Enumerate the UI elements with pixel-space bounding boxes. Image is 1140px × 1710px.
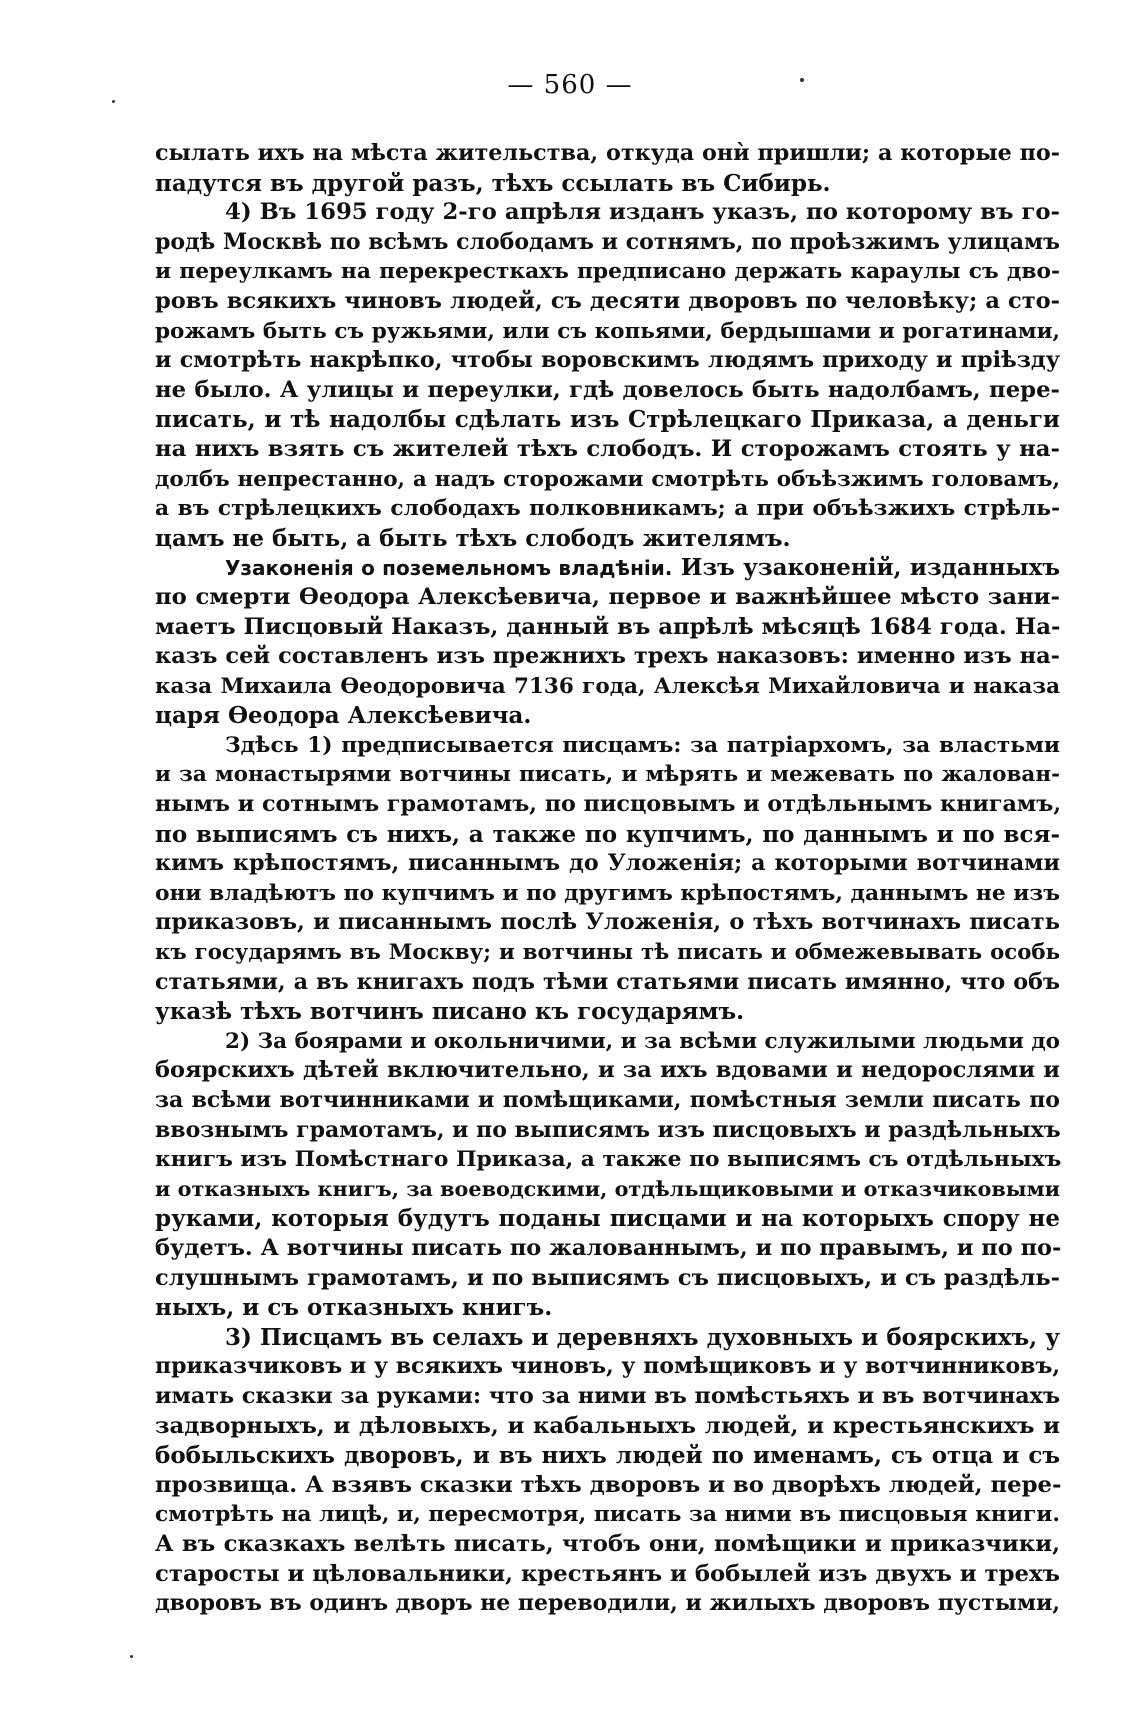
text-line: нымъ и сотнымъ грамотамъ, по писцовымъ и отдѣльнымъ книгамъ,	[155, 791, 1062, 818]
text-line: сылать ихъ на мѣста жительства, откуда онѝ пришли; а которые по-	[155, 140, 1060, 166]
text-line: и за монастырями вотчины писать, и мѣрять и межевать по жалован-	[155, 762, 1060, 788]
text-line: прозвища. А взявъ сказки тѣхъ дворовъ и во дворѣхъ людей, пере-	[155, 1471, 1062, 1498]
text-line: ныхъ, и съ отказныхъ книгъ.	[155, 1294, 553, 1322]
text-line: А въ сказкахъ велѣть писать, чтобъ они, помѣщики и приказчики,	[155, 1530, 1060, 1557]
section-heading: Узаконенія о поземельномъ владѣніи.	[225, 556, 673, 581]
text-line: боярскихъ дѣтей включительно, и за ихъ вдовами и недорослями и	[155, 1057, 1060, 1084]
text-line: за всѣми вотчинниками и помѣщиками, помѣстныя земли писать по	[155, 1087, 1060, 1113]
text-line: будетъ. А вотчины писать по жалованнымъ, и по правымъ, и по по-	[155, 1234, 1062, 1261]
text-line: смотрѣть на лицѣ, и, пересмотря, писать за ними въ писцовыя книги.	[155, 1502, 1060, 1528]
print-speck	[130, 1655, 133, 1658]
print-speck	[800, 78, 804, 82]
text-line: царя Ѳеодора Алексѣевича.	[155, 702, 532, 730]
text-line: цамъ не быть, а быть тѣхъ слободъ жителямъ.	[155, 524, 791, 552]
text-line: ровъ всякихъ чиновъ людей, съ десяти дворовъ по человѣку; а сто-	[155, 287, 1060, 314]
text-line: они владѣютъ по купчимъ и по другимъ крѣпостямъ, даннымъ не изъ	[155, 880, 1060, 906]
text-line: приказчиковъ и у всякихъ чиновъ, у помѣщиковъ и у вотчинниковъ,	[155, 1353, 1060, 1380]
section-heading-line	[155, 553, 1060, 583]
page-number: — 560 —	[507, 70, 633, 100]
text-line: писать, и тѣ надолбы сдѣлать изъ Стрѣлецкаго Приказа, а деньги	[155, 406, 1060, 434]
text-line: падутся въ другой разъ, тѣхъ ссылать въ Сибирь.	[155, 169, 831, 197]
text-line: и отказныхъ книгъ, за воеводскими, отдѣльщиковыми и отказчиковыми	[155, 1176, 1060, 1201]
text-line: имать сказки за руками: что за ними въ помѣстьяхъ и въ вотчинахъ	[155, 1382, 1061, 1409]
text-line: каза Михаила Ѳеодоровича 7136 года, Алексѣя Михайловича и наказа	[155, 673, 1060, 699]
text-line: статьями, а въ книгахъ подъ тѣми статьями писать имянно, что объ	[155, 968, 1060, 995]
text-line: маетъ Писцовый Наказъ, данный въ апрѣлѣ мѣсяцѣ 1684 года. На-	[155, 613, 1061, 640]
text-line: рожамъ быть съ ружьями, или съ копьями, бердышами и рогатинами,	[155, 318, 1060, 344]
text-line: къ государямъ въ Москву; и вотчины тѣ писать и обмежевывать особь	[155, 940, 1060, 966]
text-line: слушнымъ грамотамъ, и по выписямъ съ писцовыхъ, и съ раздѣль-	[155, 1264, 1060, 1291]
paragraph-start-line: 2) За боярами и окольничими, и за всѣми служилыми людьми до	[225, 1028, 1060, 1054]
text-line: указѣ тѣхъ вотчинъ писано къ государямъ.	[155, 998, 745, 1026]
text-line: бобыльскихъ дворовъ, и въ нихъ людей по именамъ, съ отца и съ	[155, 1442, 1060, 1470]
text-line: и переулкамъ на перекресткахъ предписано держать караулы съ дво-	[155, 259, 1060, 285]
text-line: долбъ непрестанно, а надъ сторожами смотрѣть объѣзжимъ головамъ,	[155, 466, 1060, 492]
text-line: а въ стрѣлецкихъ слободахъ полковникамъ; а при объѣзжихъ стрѣль-	[155, 496, 1060, 522]
print-speck	[112, 100, 115, 103]
text-run: Изъ узаконеній, изданныхъ	[672, 554, 1060, 582]
text-line: руками, которыя будутъ поданы писцами и на которыхъ спору не	[155, 1205, 1060, 1233]
text-line: старосты и цѣловальники, крестьянъ и бобылей изъ двухъ и трехъ	[155, 1560, 1060, 1587]
text-line: кимъ крѣпостямъ, писаннымъ до Уложенія; а которыми вотчинами	[155, 850, 1060, 877]
paragraph-start-line: 4) Въ 1695 году 2-го апрѣля изданъ указъ, по которому въ го-	[225, 199, 1060, 226]
text-line: книгъ изъ Помѣстнаго Приказа, а также по выписямъ съ отдѣльныхъ	[155, 1147, 1062, 1173]
text-line: ввознымъ грамотамъ, и по выписямъ изъ писцовыхъ и раздѣльныхъ	[155, 1116, 1061, 1143]
text-line: по выписямъ съ нихъ, а также по купчимъ, по даннымъ и по вся-	[155, 820, 1060, 848]
text-line: по смерти Ѳеодора Алексѣевича, первое и важнѣйшее мѣсто зани-	[155, 583, 1060, 610]
text-line: на нихъ взять съ жителей тѣхъ слободъ. И сторожамъ стоять у на-	[155, 435, 1060, 462]
text-line: и смотрѣть накрѣпко, чтобы воровскимъ людямъ приходу и пріѣзду	[155, 347, 1060, 374]
text-line: родѣ Москвѣ по всѣмъ слободамъ и сотнямъ, по проѣзжимъ улицамъ	[155, 228, 1060, 255]
text-line: не было. А улицы и переулки, гдѣ довелось быть надолбамъ, пере-	[155, 376, 1060, 403]
body-text	[155, 139, 1060, 1619]
paragraph-start-line: Здѣсь 1) предписывается писцамъ: за патріархомъ, за властьми	[225, 732, 1060, 758]
text-line: задворныхъ, и дѣловыхъ, и кабальныхъ людей, и крестьянскихъ и	[155, 1412, 1060, 1439]
text-line: казъ сей составленъ изъ прежнихъ трехъ наказовъ: именно изъ на-	[155, 643, 1060, 670]
text-line: приказовъ, и писаннымъ послѣ Уложенія, о тѣхъ вотчинахъ писать	[155, 909, 1060, 936]
text-line: дворовъ въ одинъ дворъ не переводили, и жилыхъ дворовъ пустыми,	[155, 1590, 1061, 1617]
paragraph-start-line: 3) Писцамъ въ селахъ и деревняхъ духовныхъ и боярскихъ, у	[225, 1323, 1060, 1351]
